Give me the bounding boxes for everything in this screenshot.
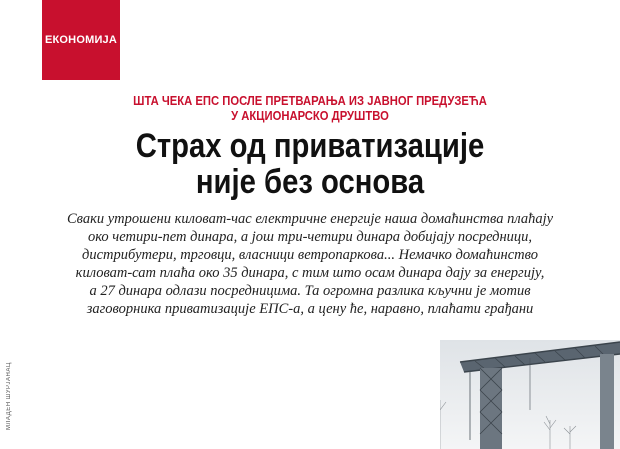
article-kicker xyxy=(94,94,526,124)
headline-line: Страх од приватизације xyxy=(135,127,485,165)
kicker-line: У АКЦИОНАРСКО ДРУШТВО xyxy=(231,109,389,123)
kicker-line: ШТА ЧЕКА ЕПС ПОСЛЕ ПРЕТВАРАЊА ИЗ ЈАВНОГ ПРЕДУЗЕЋА xyxy=(133,94,487,108)
photo-credit: МЛАДЕН ШУРЈАНАЦ xyxy=(6,362,12,430)
section-tag xyxy=(42,0,120,80)
lead-line: дистрибутери, трговци, власници ветропаркова... Немачко домаћинство xyxy=(82,247,538,263)
lead-line: киловат-сат плаћа око 35 динара, с тим што осам динара дају за енергију, xyxy=(75,265,545,281)
lead-line: око четири-пет динара, а још три-четири динара добијају посредници, xyxy=(87,229,533,245)
lead-line: Сваки утрошени киловат-час електричне енергије наша домаћинства плаћају xyxy=(66,211,554,227)
crane-photo xyxy=(440,340,620,449)
article-headline xyxy=(95,128,525,200)
lead-line: а 27 динара одлази посредницима. Та огромна разлика кључни је мотив xyxy=(89,283,531,299)
section-label: ЕКОНОМИЈА xyxy=(44,34,118,46)
headline-line: није без основа xyxy=(195,163,425,201)
article-lead xyxy=(40,210,580,318)
lead-line: заговорника приватизације ЕПС-а, а цену ће, наравно, плаћати грађани xyxy=(86,301,534,317)
